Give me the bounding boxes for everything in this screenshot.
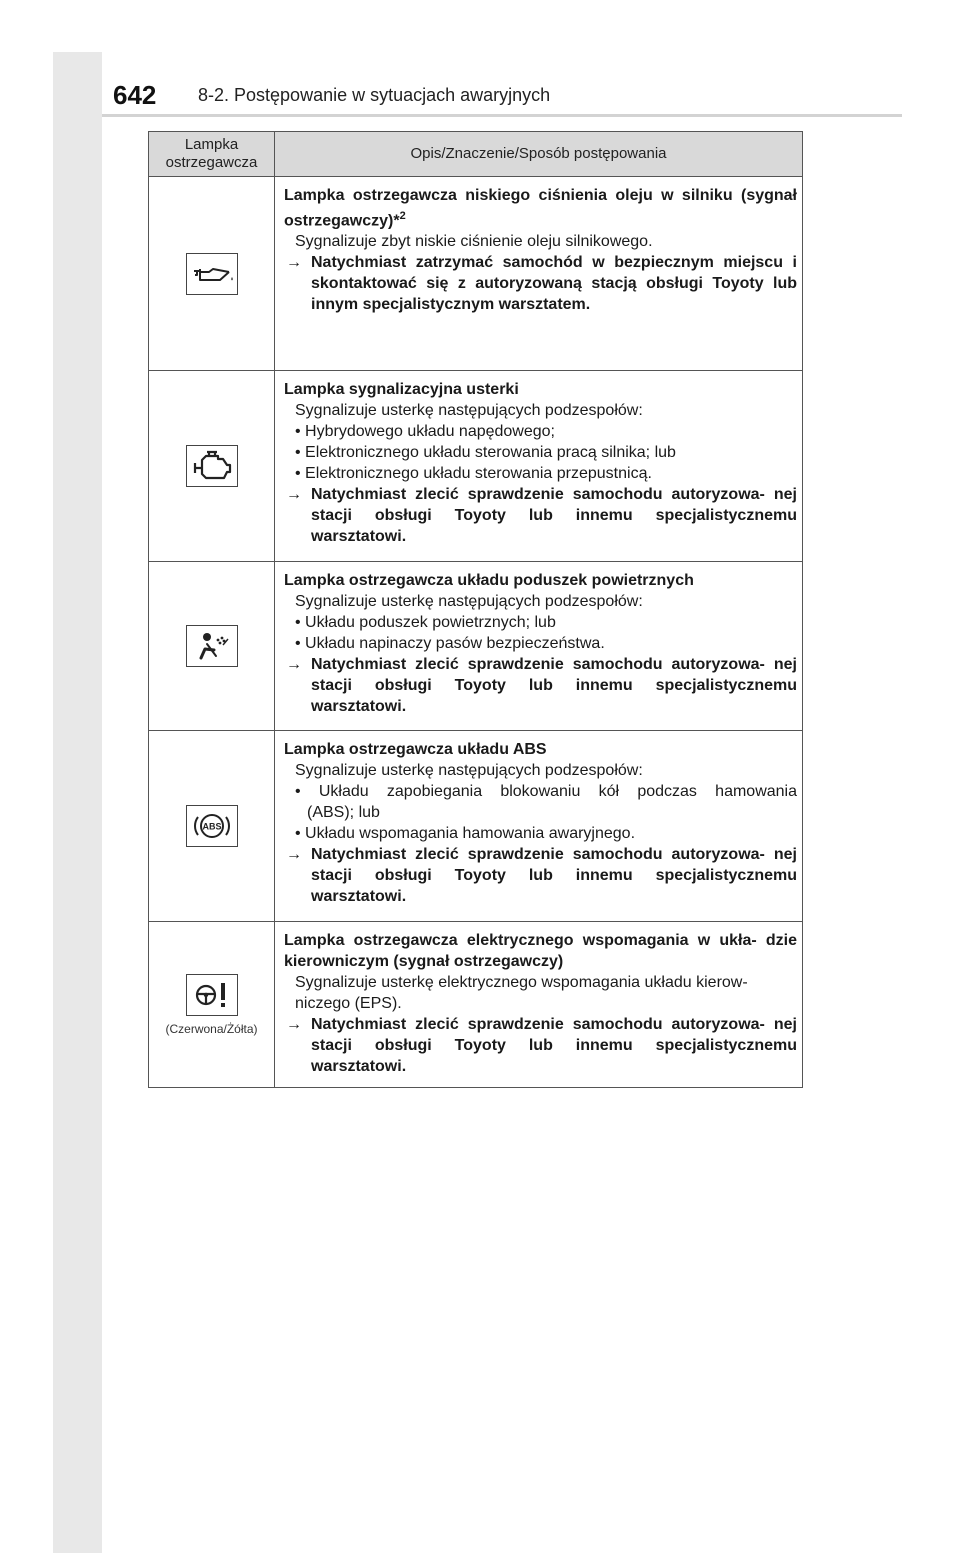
page-number: 642 xyxy=(113,80,157,110)
lamp-meaning: Sygnalizuje usterkę elektrycznego wspomagania układu kierow- niczego (EPS). xyxy=(295,974,748,1012)
icon-cell xyxy=(149,731,275,922)
page-header xyxy=(0,0,960,120)
icon-cell xyxy=(149,562,275,731)
col-header-description: Opis/Znaczenie/Sposób postępowania xyxy=(275,132,803,177)
abs-icon xyxy=(186,805,238,847)
lamp-action: → Natychmiast zatrzymać samochód w bezpiecznym miejscu i skontaktować się z autoryzowaną stacją obsługi Toyoty lub innym specjalistycznym warsztatem. xyxy=(286,254,797,314)
icon-cell xyxy=(149,922,275,1088)
list-item: • Elektronicznego układu sterowania pracą silnika; lub xyxy=(295,444,676,461)
lamp-meaning: Sygnalizuje usterkę następujących podzespołów: xyxy=(295,762,643,779)
oil-can-icon xyxy=(186,253,238,295)
table-header-row xyxy=(149,132,803,177)
description-cell xyxy=(275,922,803,1088)
icon-cell xyxy=(149,177,275,371)
list-item: • Układu napinaczy pasów bezpieczeństwa. xyxy=(295,635,605,652)
lamp-title: Lampka ostrzegawcza elektrycznego wspomagania w ukła- dzie kierowniczym (sygnał ostrzegawczy) xyxy=(284,932,797,970)
section-title: 8-2. Postępowanie w sytuacjach awaryjnych xyxy=(198,85,551,105)
description-cell xyxy=(275,731,803,922)
lamp-action: → Natychmiast zlecić sprawdzenie samochodu autoryzowa- nej stacji obsługi Toyoty lub innemu specjalistycznemu warsztatowi. xyxy=(286,656,797,715)
side-band xyxy=(53,52,102,1553)
list-item: • Hybrydowego układu napędowego; xyxy=(295,423,555,440)
table-row xyxy=(149,562,803,731)
table-row xyxy=(149,922,803,1088)
lamp-action: → Natychmiast zlecić sprawdzenie samochodu autoryzowa- nej stacji obsługi Toyoty lub innemu specjalistycznemu warsztatowi. xyxy=(286,846,797,905)
description-cell xyxy=(275,177,803,371)
table-row xyxy=(149,371,803,562)
lamp-title: Lampka ostrzegawcza układu poduszek powietrznych xyxy=(284,572,694,589)
check-engine-icon xyxy=(186,445,238,487)
header-rule xyxy=(102,114,902,117)
lamp-action: → Natychmiast zlecić sprawdzenie samochodu autoryzowa- nej stacji obsługi Toyoty lub innemu specjalistycznemu warsztatowi. xyxy=(286,486,797,545)
lamp-title: Lampka ostrzegawcza układu ABS xyxy=(284,741,547,758)
lamp-meaning: Sygnalizuje usterkę następujących podzespołów: xyxy=(295,402,643,419)
lamp-title: Lampka sygnalizacyjna usterki xyxy=(284,381,519,398)
power-steering-icon xyxy=(186,974,238,1016)
lamp-meaning: Sygnalizuje usterkę następujących podzespołów: xyxy=(295,593,643,610)
list-item: • Układu zapobiegania blokowaniu kół podczas hamowania xyxy=(295,783,797,800)
table-row xyxy=(149,731,803,922)
list-item: • Układu wspomagania hamowania awaryjnego. xyxy=(295,825,636,842)
description-cell xyxy=(275,562,803,731)
abs-icon-text: ABS xyxy=(201,821,222,832)
warning-lamps-table xyxy=(148,131,803,1088)
icon-cell xyxy=(149,371,275,562)
col-header-lamp: Lampka ostrzegawcza xyxy=(149,132,275,177)
description-cell xyxy=(275,371,803,562)
lamp-title: Lampka ostrzegawcza niskiego ciśnienia oleju w silniku (sygnał ostrzegawczy)*$^2$ xyxy=(284,187,797,230)
table-row xyxy=(149,177,803,371)
airbag-icon xyxy=(186,625,238,667)
list-item: • Elektronicznego układu sterowania przepustnicą. xyxy=(295,465,652,482)
icon-caption: (Czerwona/Żółta) xyxy=(165,1021,258,1036)
lamp-action: → Natychmiast zlecić sprawdzenie samochodu autoryzowa- nej stacji obsługi Toyoty lub innemu specjalistycznemu warsztatowi. xyxy=(286,1016,797,1075)
list-item-continued: (ABS); lub xyxy=(307,804,380,821)
list-item: • Układu poduszek powietrznych; lub xyxy=(295,614,556,631)
lamp-meaning: Sygnalizuje zbyt niskie ciśnienie oleju silnikowego. xyxy=(295,233,653,251)
